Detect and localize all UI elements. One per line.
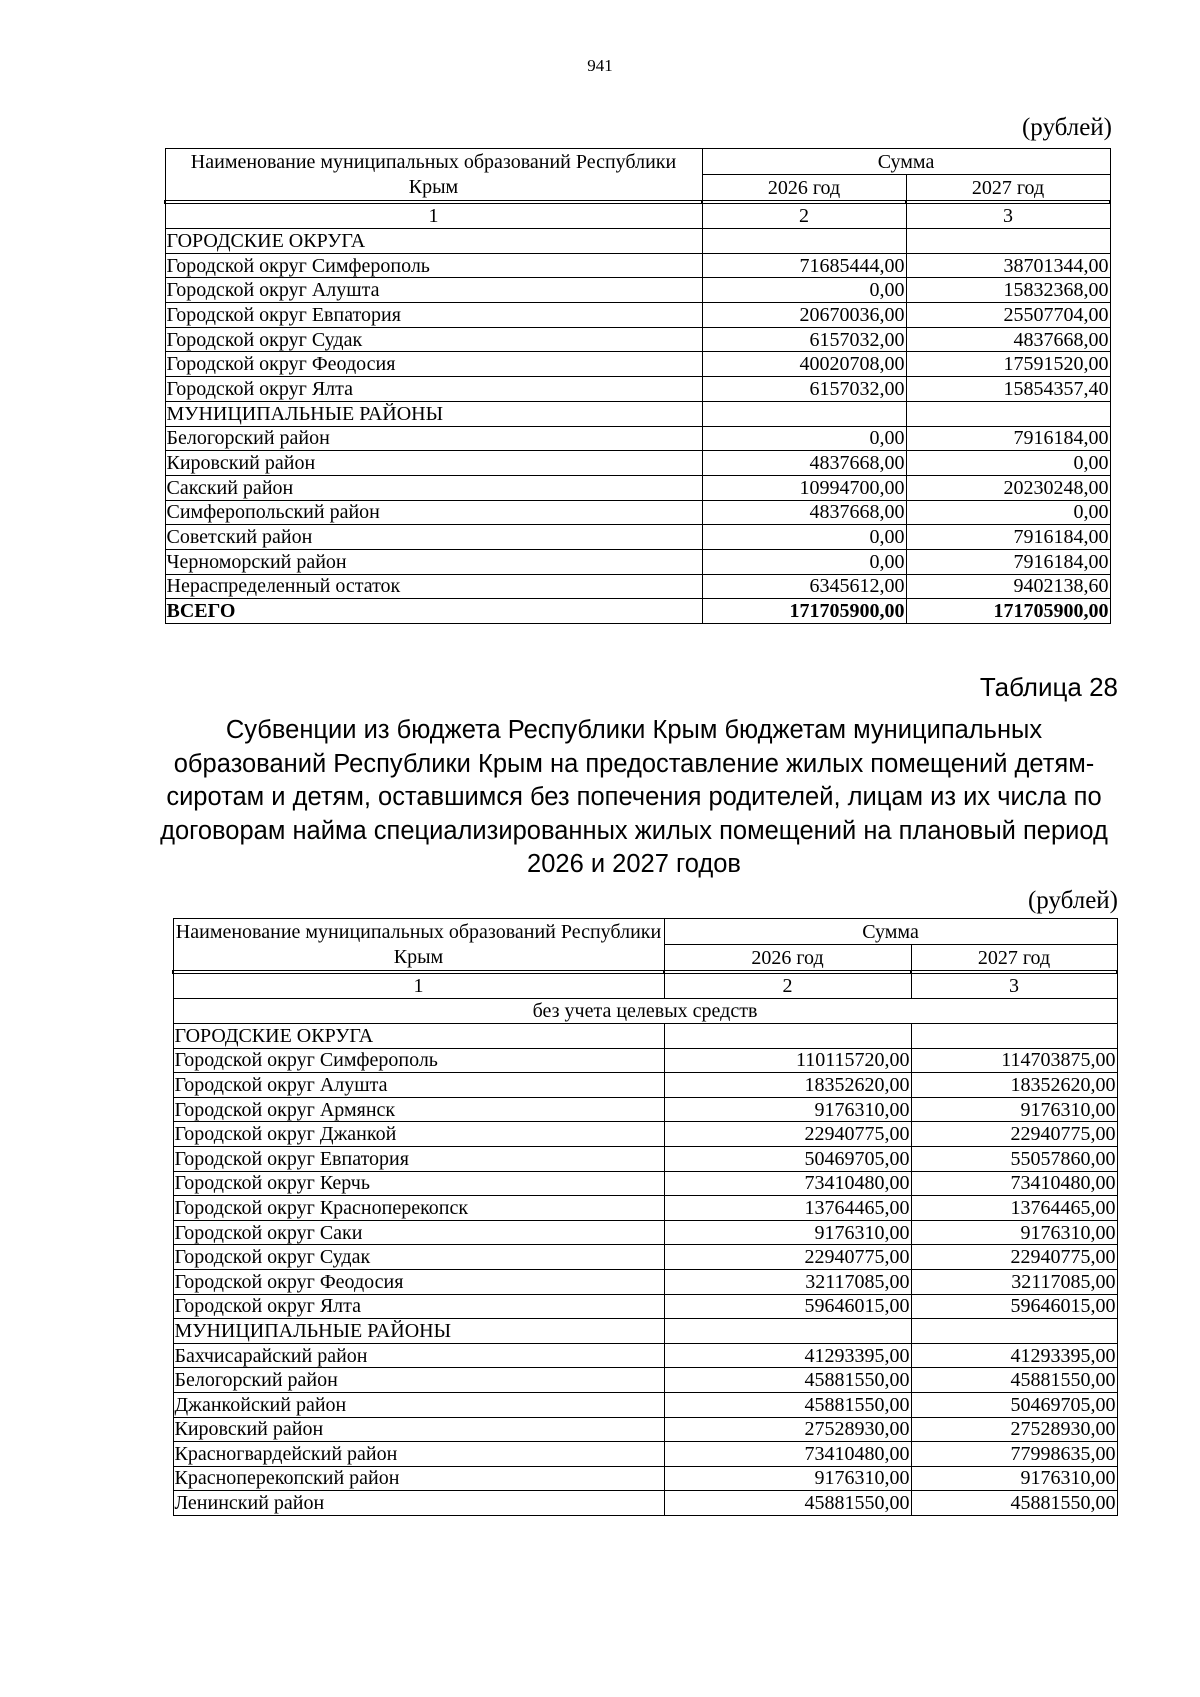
row-value-2027: 171705900,00 (906, 599, 1110, 624)
row-value-2027: 45881550,00 (911, 1368, 1117, 1393)
table-row (165, 303, 1110, 328)
row-value-2026: 0,00 (702, 278, 906, 303)
row-name: Ленинский район (173, 1491, 664, 1516)
row-name: Городской округ Армянск (173, 1097, 664, 1122)
row-value-2027: 50469705,00 (911, 1392, 1117, 1417)
row-value-2026: 10994700,00 (702, 475, 906, 500)
row-name: Городской округ Судак (173, 1245, 664, 1270)
table-row (173, 1171, 1117, 1196)
row-value-2027: 25507704,00 (906, 303, 1110, 328)
row-value-2027: 73410480,00 (911, 1171, 1117, 1196)
row-value-2027: 9402138,60 (906, 574, 1110, 599)
section-row (173, 1319, 1117, 1344)
row-name: Городской округ Саки (173, 1220, 664, 1245)
row-name: Городской округ Евпатория (165, 303, 702, 328)
table-number-label: Таблица 28 (979, 672, 1118, 702)
row-value-2027 (906, 401, 1110, 426)
row-value-2027: 18352620,00 (911, 1073, 1117, 1098)
row-name: Городской округ Симферополь (165, 253, 702, 278)
row-value-2027: 9176310,00 (911, 1097, 1117, 1122)
table-row (165, 525, 1110, 550)
row-value-2026 (702, 401, 906, 426)
row-value-2026: 0,00 (702, 426, 906, 451)
row-value-2026: 6157032,00 (702, 327, 906, 352)
row-value-2027: 9176310,00 (911, 1466, 1117, 1491)
table-row (165, 278, 1110, 303)
header-year-2027: 2027 год (911, 945, 1117, 971)
row-value-2027: 32117085,00 (911, 1269, 1117, 1294)
table-row (173, 1343, 1117, 1368)
table-row (173, 1491, 1117, 1516)
col-number-3: 3 (911, 974, 1117, 999)
row-value-2027: 0,00 (906, 451, 1110, 476)
table-row (173, 1146, 1117, 1171)
row-value-2026 (664, 1319, 911, 1344)
row-value-2026: 171705900,00 (702, 599, 906, 624)
row-value-2027: 7916184,00 (906, 525, 1110, 550)
row-value-2026: 59646015,00 (664, 1294, 911, 1319)
row-value-2026: 45881550,00 (664, 1392, 911, 1417)
row-name: Городской округ Алушта (173, 1073, 664, 1098)
row-value-2027: 41293395,00 (911, 1343, 1117, 1368)
budget-table-2 (172, 918, 1118, 1516)
row-name: Городской округ Джанкой (173, 1122, 664, 1147)
row-value-2026: 13764465,00 (664, 1196, 911, 1221)
row-name: Городской округ Феодосия (173, 1269, 664, 1294)
table-row (165, 253, 1110, 278)
row-value-2027: 38701344,00 (906, 253, 1110, 278)
row-name: ГОРОДСКИЕ ОКРУГА (173, 1024, 664, 1049)
header-year-2026: 2026 год (664, 945, 911, 971)
row-value-2027: 15832368,00 (906, 278, 1110, 303)
col-number-2: 2 (702, 204, 906, 229)
total-row (165, 599, 1110, 624)
col-number-3: 3 (906, 204, 1110, 229)
row-name: Городской округ Феодосия (165, 352, 702, 377)
row-value-2026: 18352620,00 (664, 1073, 911, 1098)
row-value-2026 (664, 1024, 911, 1049)
row-value-2027: 59646015,00 (911, 1294, 1117, 1319)
row-name: Симферопольский район (165, 500, 702, 525)
row-value-2027: 77998635,00 (911, 1442, 1117, 1467)
row-value-2027: 7916184,00 (906, 549, 1110, 574)
row-value-2026: 4837668,00 (702, 500, 906, 525)
row-value-2027: 27528930,00 (911, 1417, 1117, 1442)
header-sum: Сумма (664, 919, 1117, 945)
table2-unit: (рублей) (1027, 887, 1118, 914)
row-value-2027: 45881550,00 (911, 1491, 1117, 1516)
row-value-2026: 20670036,00 (702, 303, 906, 328)
table-row (173, 1392, 1117, 1417)
row-value-2027: 4837668,00 (906, 327, 1110, 352)
row-name: Городской округ Симферополь (173, 1048, 664, 1073)
table1-unit: (рублей) (1021, 114, 1112, 141)
row-value-2027: 17591520,00 (906, 352, 1110, 377)
row-value-2026 (702, 229, 906, 254)
row-name: Джанкойский район (173, 1392, 664, 1417)
row-value-2027: 20230248,00 (906, 475, 1110, 500)
row-value-2027: 22940775,00 (911, 1122, 1117, 1147)
row-value-2027: 13764465,00 (911, 1196, 1117, 1221)
subheader-row: без учета целевых средств (173, 999, 1117, 1024)
row-value-2026: 41293395,00 (664, 1343, 911, 1368)
table-row (173, 1196, 1117, 1221)
row-value-2026: 45881550,00 (664, 1368, 911, 1393)
table-row (165, 549, 1110, 574)
table-row (165, 574, 1110, 599)
table-row (173, 1417, 1117, 1442)
row-value-2026: 73410480,00 (664, 1442, 911, 1467)
header-year-2027: 2027 год (906, 175, 1110, 201)
row-value-2027: 114703875,00 (911, 1048, 1117, 1073)
row-value-2026: 6345612,00 (702, 574, 906, 599)
row-value-2026: 0,00 (702, 525, 906, 550)
row-name: Городской округ Ялта (173, 1294, 664, 1319)
row-value-2027 (911, 1319, 1117, 1344)
row-value-2026: 73410480,00 (664, 1171, 911, 1196)
row-name: Городской округ Керчь (173, 1171, 664, 1196)
row-name: МУНИЦИПАЛЬНЫЕ РАЙОНЫ (173, 1319, 664, 1344)
section-row (173, 1024, 1117, 1049)
row-value-2026: 27528930,00 (664, 1417, 911, 1442)
table-row (173, 1220, 1117, 1245)
table-row (173, 1122, 1117, 1147)
row-name: ГОРОДСКИЕ ОКРУГА (165, 229, 702, 254)
row-name: ВСЕГО (165, 599, 702, 624)
row-value-2026: 4837668,00 (702, 451, 906, 476)
row-value-2026: 32117085,00 (664, 1269, 911, 1294)
row-name: Городской округ Евпатория (173, 1146, 664, 1171)
row-name: Красногвардейский район (173, 1442, 664, 1467)
row-name: Красноперекопский район (173, 1466, 664, 1491)
table-row (165, 451, 1110, 476)
row-value-2026: 6157032,00 (702, 377, 906, 402)
row-value-2026: 50469705,00 (664, 1146, 911, 1171)
col-number-2: 2 (664, 974, 911, 999)
row-name: Белогорский район (173, 1368, 664, 1393)
row-name: Бахчисарайский район (173, 1343, 664, 1368)
table-row (165, 500, 1110, 525)
header-year-2026: 2026 год (702, 175, 906, 201)
row-value-2027: 15854357,40 (906, 377, 1110, 402)
row-value-2027: 7916184,00 (906, 426, 1110, 451)
header-name-col (165, 149, 702, 201)
row-value-2026: 0,00 (702, 549, 906, 574)
table-row (173, 1294, 1117, 1319)
table-row (173, 1073, 1117, 1098)
row-name: Городской округ Судак (165, 327, 702, 352)
table-row (173, 1368, 1117, 1393)
col-number-1: 1 (165, 204, 702, 229)
table-caption: Субвенции из бюджета Республики Крым бюджетам муниципальных образований Республики Крым на предоставление жилых помещений детям-сиротам и детям, оставшимся без попечения родителей, лицам из их числа по договорам найма специализированных жилых помещений на плановый период 2026 и 2027 годов (160, 716, 1108, 878)
section-row (165, 229, 1110, 254)
row-value-2027: 9176310,00 (911, 1220, 1117, 1245)
row-value-2027 (911, 1024, 1117, 1049)
header-sum: Сумма (702, 149, 1110, 175)
row-name: Городской округ Ялта (165, 377, 702, 402)
col-number-1: 1 (173, 974, 664, 999)
row-name: Белогорский район (165, 426, 702, 451)
table-row (173, 1048, 1117, 1073)
table-row (165, 352, 1110, 377)
section-row (165, 401, 1110, 426)
table-row (173, 1245, 1117, 1270)
row-value-2026: 9176310,00 (664, 1097, 911, 1122)
table-row (173, 1466, 1117, 1491)
row-value-2026: 9176310,00 (664, 1220, 911, 1245)
row-value-2026: 71685444,00 (702, 253, 906, 278)
row-value-2026: 40020708,00 (702, 352, 906, 377)
row-value-2027: 0,00 (906, 500, 1110, 525)
row-value-2026: 9176310,00 (664, 1466, 911, 1491)
row-name: Кировский район (165, 451, 702, 476)
row-name: Сакский район (165, 475, 702, 500)
row-value-2027: 55057860,00 (911, 1146, 1117, 1171)
row-value-2027: 22940775,00 (911, 1245, 1117, 1270)
row-name: МУНИЦИПАЛЬНЫЕ РАЙОНЫ (165, 401, 702, 426)
table-row (173, 1269, 1117, 1294)
header-name-col (173, 919, 664, 971)
row-value-2026: 22940775,00 (664, 1245, 911, 1270)
table-row (173, 1097, 1117, 1122)
budget-table-1 (164, 148, 1111, 624)
table-row (165, 327, 1110, 352)
row-name: Городской округ Алушта (165, 278, 702, 303)
row-name: Кировский район (173, 1417, 664, 1442)
row-name: Нераспределенный остаток (165, 574, 702, 599)
row-name: Городской округ Красноперекопск (173, 1196, 664, 1221)
table-row (165, 475, 1110, 500)
row-name: Черноморский район (165, 549, 702, 574)
header-name-col-text: Наименование муниципальных образований Республики Крым (175, 920, 662, 968)
row-value-2026: 45881550,00 (664, 1491, 911, 1516)
table-row (165, 426, 1110, 451)
row-value-2026: 110115720,00 (664, 1048, 911, 1073)
table-row (173, 1442, 1117, 1467)
table-row (165, 377, 1110, 402)
row-value-2027 (906, 229, 1110, 254)
page-number: 941 (587, 56, 613, 75)
row-value-2026: 22940775,00 (664, 1122, 911, 1147)
row-name: Советский район (165, 525, 702, 550)
header-name-col-text: Наименование муниципальных образований Республики Крым (190, 150, 677, 198)
